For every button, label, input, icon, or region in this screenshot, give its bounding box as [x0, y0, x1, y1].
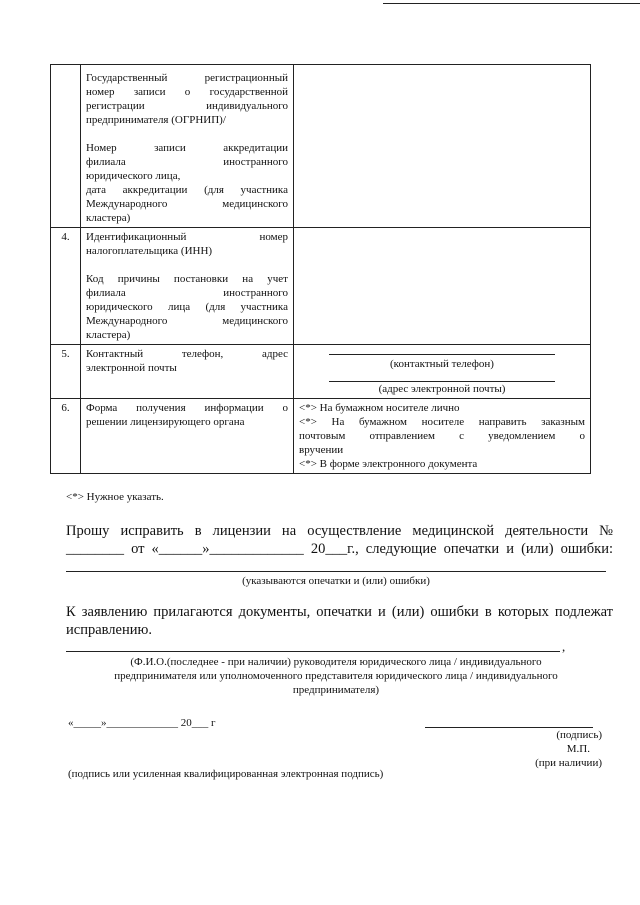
contacts-label: Контактный телефон, адрес электронной почты: [81, 345, 294, 399]
signature-caption: (подпись): [556, 729, 602, 741]
option-paper-personal[interactable]: <*> На бумажном носителе лично: [299, 402, 460, 414]
name-caption: (Ф.И.О.(последнее - при наличии) руководителя юридического лица / индивидуального предпринимателя или уполномоченного представителя юридического лица / индивидуального предпринимателя): [114, 656, 558, 696]
e-signature-caption: (подпись или усиленная квалифицированная электронная подпись): [68, 768, 384, 780]
ogrnip-value-cell[interactable]: [294, 65, 591, 228]
row-number: 5.: [51, 345, 81, 399]
row-number: 6.: [51, 399, 81, 474]
application-table: [50, 64, 591, 474]
table-row-continued: [51, 65, 591, 228]
signature-labels: [535, 728, 602, 770]
name-line[interactable]: [66, 651, 560, 652]
table-row-info-form: [51, 399, 591, 474]
email-caption: (адрес электронной почты): [378, 383, 506, 395]
errors-caption: (указываются опечатки и (или) ошибки): [242, 575, 430, 587]
attachment-paragraph: К заявлению прилагаются документы, опечатки и (или) ошибки в которых подлежат исправлению.: [66, 604, 613, 638]
table-row-contacts: [51, 345, 591, 399]
contacts-value-cell: [294, 345, 591, 399]
footnote: <*> Нужное указать.: [66, 491, 164, 503]
option-paper-mail[interactable]: <*> На бумажном носителе направить заказным: [299, 416, 585, 428]
signature-date[interactable]: «_____»_____________ 20___ г: [68, 717, 216, 729]
inn-label: Идентификационный номер налогоплательщика (ИНН) Код причины постановки на учет филиала иностранного юридического лица (для участника Международного медицинского кластера): [81, 228, 294, 345]
errors-line[interactable]: [66, 571, 606, 572]
table-row-inn: [51, 228, 591, 345]
name-comma: ,: [562, 639, 566, 654]
corner-rule: [383, 3, 640, 4]
phone-line[interactable]: [329, 354, 555, 355]
info-form-options: <*> На бумажном носителе лично <*> На бумажном носителе направить заказным почтовым отправлением с уведомлением о вручении <*> В форме электронного документа: [294, 399, 591, 474]
stamp-note: (при наличии): [535, 757, 602, 769]
option-electronic[interactable]: <*> В форме электронного документа: [299, 458, 478, 470]
phone-caption: (контактный телефон): [390, 358, 494, 370]
stamp-label: М.П.: [566, 743, 590, 755]
row-number: [51, 65, 81, 228]
row-number: 4.: [51, 228, 81, 345]
ogrnip-label: Государственный регистрационный номер записи о государственной регистрации индивидуального предпринимателя (ОГРНИП)/ Номер записи аккредитации филиала иностранного юридического лица, дата аккредитации (для участника Международного медицинского кластера): [81, 65, 294, 228]
info-form-label: Форма получения информации о решении лицензирующего органа: [81, 399, 294, 474]
inn-value-cell[interactable]: [294, 228, 591, 345]
request-paragraph: Прошу исправить в лицензии на осуществление медицинской деятельности № ________ от «______»_____________ 20___г., следующие опечатки и (или) ошибки:: [66, 523, 613, 557]
